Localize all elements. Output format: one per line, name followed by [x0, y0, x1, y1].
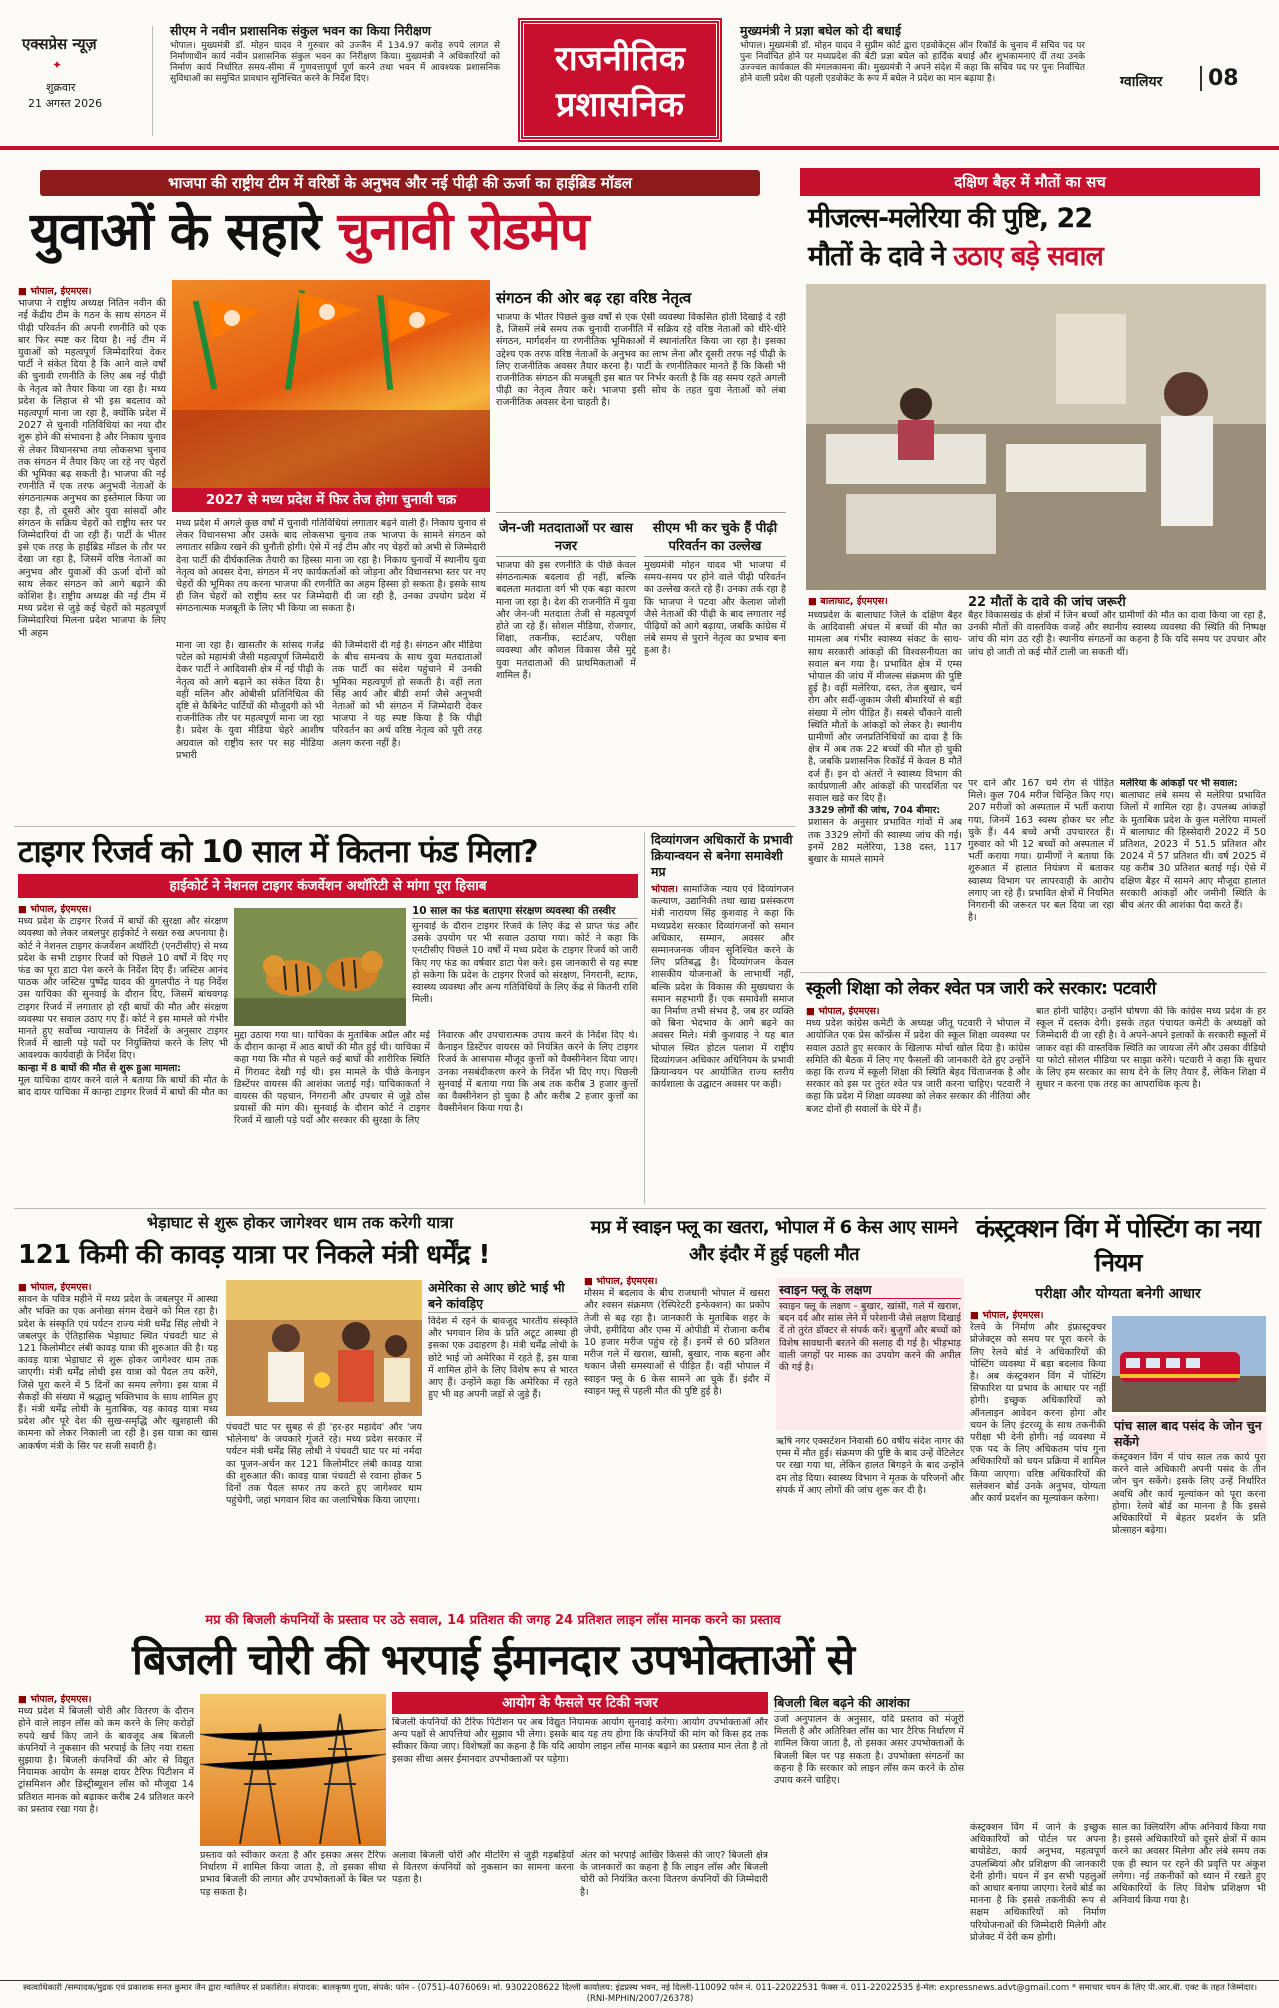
top-left-story — [170, 22, 500, 85]
story7-col1 — [584, 1276, 770, 1606]
story2-col1-text: मध्यप्रदेश के बालाघाट जिले के दक्षिण बैहर के आदिवासी अंचल में बच्चों की मौत का मामला अब गंभीर स्वास्थ्य संकट के साथ-साथ सरकारी आंकड़ों की विश्वसनीयता का सवाल बन गया है। प्रभावित क्षेत्र में एम्स भोपाल की जांच में मीजल्स संक्रमण की पुष्टि हुई है। वहीं मलेरिया, दस्त, तेज बुखार, चर्म रोग और सर्दी-जुकाम जैसी बीमारियों से बड़ी संख्या में लोग पीड़ित हैं। सबसे चौंकाने वाली स्थिति मौतों के आंकड़ों को लेकर है। स्थानीय ग्रामीणों और जनप्रतिनिधियों का दावा है कि क्षेत्र में अब तक 22 बच्चों की मौत हो चुकी है, जबकि प्रशासनिक रिकॉर्ड में केवल 8 मौतें दर्ज हैं। इन दो अंतरों ने स्वास्थ्य विभाग की कार्यप्रणाली और आंकड़ों की पारदर्शिता पर सवाल खड़े कर दिए हैं। — [808, 610, 962, 805]
story9-side-title: बिजली बिल बढ़ने की आशंका — [774, 1694, 964, 1712]
story9-dateline: ■ भोपाल, ईएमएस। — [18, 1694, 92, 1705]
story6-box-body: विदेश में रहने के बावजूद भारतीय संस्कृति और भगवान शिव के प्रति अटूट आस्था ही इसका एक उदाहरण है। मंत्री धर्मेंद्र लोधी के छोटे भाई जो अमेरिका में रहते हैं, इस यात्रा में शामिल होने के लिए विशेष रूप से भारत आए हैं। उन्होंने कहा कि अमेरिका में रहते हुए भी वह अपनी जड़ों से जुड़े हैं। — [428, 1316, 578, 1401]
top-right-story — [740, 22, 1085, 85]
story2-col2: पर दाने और 167 चर्म रोग से पीड़ित मिले। कुल 704 मरीज चिन्हित किए गए। 207 मरीजों को अस्पताल में भर्ती कराया गया, जिनमें 163 स्वस्थ होकर घर लौट चुके हैं। 44 बच्चे अभी उपचाररत हैं। गुरुवार को भी 12 बच्चों को अस्पताल में भर्ती कराया गया। ग्रामीणों ने बताया कि शुरुआत में हालात नियंत्रण में बताकर स्वास्थ्य विभाग पर लापरवाही के आरोप लगाए जा रहे हैं। प्रभावित क्षेत्रों में नियमित निगरानी की जरूरत पर बल दिया जा रहा है। — [968, 778, 1114, 924]
story1-dateline: ■ भोपाल, ईएमएस। — [18, 286, 92, 297]
story9-box — [392, 1692, 768, 1844]
story6-box — [428, 1280, 578, 1606]
story9-colB: अलावा बिजली चोरी और मीटरिंग से जुड़ी गड़बड़ियों से वितरण कंपनियों को नुकसान का सामना करना पड़ता है। — [392, 1850, 574, 1886]
section-title-line2: प्रशासनिक — [555, 85, 685, 125]
story6-colA: पंचवटी घाट पर सुबह से ही 'हर-हर महादेव' और 'जय भोलेनाथ' के जयकारे गूंजते रहे। मध्य प्रदेश सरकार में पर्यटन मंत्री धर्मेंद्र सिंह लोधी ने पंचवटी घाट पर मां नर्मदा का पूजन-अर्चन कर 121 किलोमीटर लंबी कावड़ यात्रा की शुरुआत की। कावड़ यात्रा पंचवटी से रवाना होकर 5 दिनों तक पैदल सफर तय करते हुए जागेश्वर धाम पहुंचेगी, जहां भगवान शिव का जलाभिषेक किया जाएगा। — [226, 1422, 422, 1507]
story1-box2 — [644, 518, 786, 818]
story9-colC: अंतर को भरपाई आखिर किससे की जाए? बिजली क्षेत्र के जानकारों का कहना है कि लाइन लॉस और बिजली चोरी को नियंत्रित करना वितरण कंपनियों की जिम्मेदारी है। — [580, 1850, 768, 1898]
story2-col3-text: बालाघाट लंबे समय से मलेरिया प्रभावित जिलों में शामिल रहा है। उपलब्ध आंकड़ों के मुताबिक प्रदेश के कुल मलेरिया मामलों में बालाघाट की हिस्सेदारी 2022 में 50 प्रतिशत, 2023 में 51.5 प्रतिशत और 2024 में 57 प्रतिशत थी। वर्ष 2025 में यह करीब 30 प्रतिशत बताई गई। ऐसे में दक्षिण बैहर में सामने आए मौजूदा हालात सरकारी आंकड़ों और जमीनी स्थिति के बीच अंतर की आशंका पैदा करते हैं। — [1120, 790, 1266, 912]
story9-box-title: आयोग के फैसले पर टिकी नजर — [392, 1692, 768, 1714]
story3-headline: टाइगर रिजर्व को 10 साल में कितना फंड मिला? — [18, 834, 538, 870]
tigers-photo — [234, 908, 406, 1026]
story8-box — [1112, 1416, 1266, 1616]
story2-col3-title: मलेरिया के आंकड़ों पर भी सवाल: — [1120, 778, 1238, 789]
story1-kicker: भाजपा की राष्ट्रीय टीम में वरिष्ठों के अनुभव और नई पीढ़ी की ऊर्जा का हाईब्रिड मॉडल — [40, 170, 760, 196]
story5-col2: बात होनी चाहिए। उन्होंने घोषणा की कि कांग्रेस मध्य प्रदेश के हर स्कूल में दस्तक देगी। इसके तहत पंचायत कमेटी के अध्यक्षों को जिम्मेदारी दी जा रही है। वे अपने-अपने इलाकों के सरकारी स्कूलों में जाकर वहां की वास्तविक स्थिति का जायजा लेंगे और उसका वीडियो या फोटो सोशल मीडिया पर साझा करेंगे। पटवारी ने कहा कि सुधार के लिए हम सरकार का साथ देने के लिए तैयार हैं, लेकिन शिक्षा में सुधार न करना एक तरह का आपराधिक कृत्य है। — [1036, 1006, 1266, 1091]
story3-bold: कान्हा में 8 बाघों की मौत से शुरू हुआ मामला: — [18, 1062, 181, 1074]
page-number: 08 — [1200, 66, 1239, 91]
story7-headline: मप्र में स्वाइन फ्लू का खतरा, भोपाल में 6 केस आए सामने और इंदौर में हुई पहली मौत — [590, 1217, 958, 1265]
story1-headline-a: युवाओं के सहारे — [30, 202, 338, 262]
story2-kicker: दक्षिण बैहर में मौतों का सच — [800, 168, 1260, 196]
story3-col1-text: मध्य प्रदेश के टाइगर रिजर्व में बाघों की सुरक्षा और संरक्षण व्यवस्था को लेकर जबलपुर हाईकोर्ट ने सख्त रुख अपनाया है। कोर्ट ने नेशनल टाइगर कंजर्वेशन अथॉरिटी (एनटीसीए) से मध्य प्रदेश के सभी टाइगर रिजर्व को पिछले 10 वर्षों में दिए गए फंड का पूरा डाटा पेश करने के निर्देश दिए हैं। जस्टिस आनंद पाठक और जस्टिस पुष्पेंद्र यादव की युगलपीठ ने यह निर्देश उस याचिका की सुनवाई के दौरान दिए, जिसमें बांधवगढ़ टाइगर रिजर्व में लगातार हो रही बाघों की मौत और संरक्षण व्यवस्था पर सवाल उठाए गए हैं। कोर्ट ने इस मामले को गंभीर मानते हुए सर्वोच्च न्यायालय के निर्देशों के अनुसार टाइगर रिजर्व में खाली पड़े पदों पर नियुक्तियां करने के लिए भी आवश्यक कार्यवाही के निर्देश दिए। — [18, 916, 228, 1062]
story9-photo — [200, 1694, 386, 1846]
story1-colB: की जिम्मेदारी दी गई है। संगठन और मीडिया के बीच समन्वय के साथ युवा मतदाताओं तक पार्टी का संदेश पहुंचाने में उनकी भूमिका महत्वपूर्ण हो सकती है। वहीं लता सिंह आर्य और बीडी शर्मा जैसे अनुभवी नेताओं को भी संगठन में जिम्मेदारी देकर भाजपा ने यह स्पष्ट किया है कि पीढ़ी परिवर्तन का अर्थ वरिष्ठ नेतृत्व को पूरी तरह अलग करना नहीं है। — [332, 640, 482, 749]
story9-col1 — [18, 1694, 194, 1976]
story1-box1 — [496, 518, 636, 818]
story1-box2-title: सीएम भी कर चुके हैं पीढ़ी परिवर्तन का उल्लेख — [644, 518, 786, 557]
story2-photo — [806, 284, 1266, 590]
kavad-puja-photo — [226, 1280, 422, 1416]
story8-col2: कंस्ट्रक्शन विंग में जाने के इच्छुक अधिकारियों को पोर्टल पर अपना बायोडेटा, कार्य अनुभव, महत्वपूर्ण उपलब्धियां और प्रशिक्षण की जानकारी देनी होगी। चयन में इन सभी पहलुओं को आधार बनाया जाएगा। रेलवे बोर्ड का मानना है कि इससे तकनीकी रूप से सक्षम अधिकारियों को निर्माण परियोजनाओं की जिम्मेदारी मिलेगी और प्रोजेक्ट में देरी कम होगी। — [970, 1822, 1106, 1943]
story2-headline-a: मीजल्स-मलेरिया की पुष्टि, 22 — [808, 203, 1093, 234]
edition-city: ग्वालियर — [1120, 74, 1163, 90]
top-left-story-body: भोपाल। मुख्यमंत्री डॉ. मोहन यादव ने गुरुवार को उज्जैन में 134.97 करोड़ रुपये लागत से निर्माणाधीन कार्य नवीन प्रशासनिक संकुल भवन का निरीक्षण किया। मुख्यमंत्री ने अधिकारियों को निर्माण कार्य निर्धारित समय-सीमा में गुणवत्तापूर्ण पूर्ण करने तथा भवन में आवश्यक प्रशासनिक सुविधाओं का समुचित प्रावधान सुनिश्चित करने के निर्देश दिए। — [170, 41, 500, 84]
story9-headline: बिजली चोरी की भरपाई ईमानदार उपभोक्ताओं से — [131, 1635, 855, 1684]
story2-subbox-body: बैहर विकासखंड के क्षेत्रों में जिन बच्चों और ग्रामीणों की मौत का दावा किया जा रहा है, उनकी मौतों की वास्तविक वजहें और स्थानीय स्वास्थ्य व्यवस्था की स्थिति की निष्पक्ष जांच की मांग उठ रही है। स्थानीय संगठनों का कहना है कि यदि समय पर उपचार और जांच हो जाती तो कई मौतें टाली जा सकती थीं। — [968, 610, 1266, 658]
story3-box-body: सुनवाई के दौरान टाइगर रिजर्व के लिए केंद्र से प्राप्त फंड और उसके उपयोग पर भी सवाल उठाया गया। कोर्ट ने कहा कि एनटीसीए पिछले 10 वर्षों में मध्य प्रदेश के टाइगर रिजर्व को जारी किए गए फंड का वर्षवार डाटा पेश करे। इस जानकारी से यह स्पष्ट हो सकेगा कि प्रदेश के टाइगर रिजर्व को संरक्षण, निगरानी, स्टाफ, स्वास्थ्य व्यवस्था और अन्य गतिविधियों के लिए केंद्र से कितनी राशि मिली। — [412, 921, 638, 1006]
paper-name: एक्सप्रेस न्यूज़ — [22, 35, 97, 53]
story8-col1 — [970, 1310, 1106, 1818]
story6-photo — [226, 1280, 422, 1416]
story6-kicker: भेड़ाघाट से शुरू होकर जागेश्वर धाम तक करेगी यात्रा — [146, 1213, 454, 1232]
story7-col1-text: मौसम में बदलाव के बीच राजधानी भोपाल में खसरा और श्वसन संक्रमण (रेस्पिरेटरी इन्फेक्शन) का प्रकोप तेजी से बढ़ रहा है। जानकारी के मुताबिक शहर के जेपी, हमीदिया और एम्स में ओपीडी में रोजाना करीब 10 हजार मरीज पहुंच रहे हैं। इनमें से 60 प्रतिशत मरीज गले में खराश, खांसी, बुखार, नाक बहना और थकान जैसी समस्याओं से पीड़ित हैं। वहीं भोपाल में स्वाइन फ्लू के 6 केस सामने आ चुके हैं। इंदौर में स्वाइन फ्लू से पहली मौत की पुष्टि हुई है। — [584, 1288, 770, 1397]
footer-imprint: स्वत्वाधिकारी /सम्पादक/मुद्रक एवं प्रकाशक सनत कुमार जैन द्वारा ग्वालियर से प्रकाशित। संपादक: बालकृष्ण गुप्ता, संपर्क: फोन - (0751)-4076069। मो. 9302208622 दिल्ली कार्यालय: इंद्रप्रस्थ भवन, नई दिल्ली-110092 फोन नं. 011-22022531 फैक्स नं. 011-22022535 ई-मेल: expressnews.advt@gmail.com * समाचार चयन के लिए पी.आर.बी. एक्ट के तहत जिम्मेदार। (RNI-MPHIN/2007/26378) — [22, 1983, 1258, 2004]
story9-kicker: मप्र की बिजली कंपनियों के प्रस्ताव पर उठे सवाल, 14 प्रतिशत की जगह 24 प्रतिशत लाइन लॉस मानक करने का प्रस्ताव — [205, 1613, 781, 1628]
story9-box-body: बिजली कंपनियों की टैरिफ पिटीशन पर अब विद्युत नियामक आयोग सुनवाई करेगा। आयोग उपभोक्ताओं और अन्य पक्षों से आपत्तियां और सुझाव भी लेगा। इसके बाद यह तय होगा कि कंपनियों की मांग को किस हद तक स्वीकार किया जाए। विशेषज्ञों का कहना है कि यदि आयोग लाइन लॉस मानक बढ़ाने का प्रस्ताव मान लेता है तो इसका सीधा असर ईमानदार उपभोक्ताओं पर पड़ेगा। — [392, 1717, 768, 1765]
story3-colA: मुद्दा उठाया गया था। याचिका के मुताबिक अप्रैल और मई के दौरान कान्हा में आठ बाघों की मौत हुई थी। याचिका में कहा गया कि मौत से पहले कई बाघों की शारीरिक स्थिति में गिरावट देखी गई थी। इस मामले के पीछे केनाइन डिस्टेंपर वायरस की आशंका जताई गई। याचिकाकर्ता ने वायरस की पहचान, निगरानी और उपचार से जुड़े ठोस प्रयासों की मांग की। सुनवाई के दौरान कोर्ट ने टाइगर रिजर्व में खाली पड़े पदों और सरकार की सुरक्षा के लिए — [234, 1030, 430, 1127]
story7-dateline: ■ भोपाल, ईएमएस। — [584, 1276, 658, 1287]
story9-side-body: उर्जा अनुपालन के अनुसार, यदि प्रस्ताव को मंजूरी मिलती है और अतिरिक्त लॉस का भार टैरिफ निर्धारण में शामिल किया जाता है, तो इसका असर उपभोक्ताओं के बिजली बिल पर पड़ सकता है। उपभोक्ता संगठनों का कहना है कि सरकार को लाइन लॉस कम करने के ठोस उपाय करने चाहिए। — [774, 1714, 964, 1787]
story3-col1 — [18, 904, 228, 1204]
story6-box-title: अमेरिका से आए छोटे भाई भी बने कांवड़िए — [428, 1280, 578, 1313]
story8-photo — [1112, 1316, 1266, 1412]
story1-photo — [172, 280, 490, 488]
issue-day: शुक्रवार — [46, 81, 76, 94]
story7-box — [776, 1278, 964, 1430]
masthead — [0, 0, 1279, 150]
story4-title: दिव्यांगजन अधिकारों के प्रभावी क्रियान्वयन से बनेगा समावेशी मप्र — [651, 832, 793, 879]
story9-col1-text: मध्य प्रदेश में बिजली चोरी और वितरण के दौरान होने वाले लाइन लॉस को कम करने के लिए करोड़ों रुपये खर्च किए जाने के बावजूद अब बिजली कंपनियों ने नुकसान की भरपाई के लिए नया रास्ता सुझाया है। बिजली कंपनियों की ओर से विद्युत नियामक आयोग के समक्ष दायर टैरिफ पिटीशन में ट्रांसमिशन और डिस्ट्रीब्यूशन लॉस को मौजूदा 14 प्रतिशत मानक को बढ़ाकर करीब 24 प्रतिशत करने का प्रस्ताव रखा गया है। — [18, 1706, 194, 1815]
story2-subbox-title: 22 मौतों के दावे की जांच जरूरी — [968, 595, 1126, 610]
story1-box2-body: मुख्यमंत्री मोहन यादव भी भाजपा में समय-समय पर होने वाले पीढ़ी परिवर्तन का उल्लेख करते रहे हैं। उनका तर्क रहा है कि भाजपा ने पटवा और केलाश जोशी जैसे नेताओं की पीढ़ी के बाद लगातार नई पीढ़ियों को आगे बढ़ाया, जबकि कांग्रेस में लंबे समय से पुराने नेतृत्व का प्रभाव बना हुआ है। — [644, 560, 786, 657]
top-right-story-body: भोपाल। मुख्यमंत्री डॉ. मोहन यादव ने सुप्रीम कोर्ट द्वारा एडवोकेट्स ऑन रिकॉर्ड के चुनाव में सचिव पद पर पुनः निर्वाचित होने पर मध्यप्रदेश की बेटी प्रज्ञा बघेल को हार्दिक बधाई और शुभकामनाएं दीं तथा उनके उज्ज्वल कार्यकाल की मंगलकामना की। मुख्यमंत्री ने अपने संदेश में कहा कि सचिव पद पर पुनः निर्वाचित होने वाली प्रदेश की पहली एडवोकेट के रूप में बघेल ने प्रदेश का मान बढ़ाया है। — [740, 41, 1085, 84]
story1-col1 — [18, 286, 166, 826]
story2-col1-b: प्रशासन के अनुसार प्रभावित गांवों में अब तक 3329 लोगों की स्वास्थ्य जांच की गई। इनमें 282 मलेरिया, 138 दस्त, 117 बुखार के मामले सामने — [808, 817, 962, 866]
story9-colA: प्रस्ताव को स्वीकार करता है और इसका असर टैरिफ निर्धारण में शामिल किया जाता है, तो इसका सीधा प्रभाव बिजली की लागत और उपभोक्ताओं के बिल पर पड़ सकता है। — [200, 1850, 386, 1898]
story6-dateline: ■ भोपाल, ईएमएस। — [18, 1282, 92, 1293]
story4-dateline: भोपाल। — [651, 884, 679, 895]
story1-headline-b: चुनावी रोडमेप — [337, 202, 589, 262]
story3-colB: निवारक और उपचारात्मक उपाय करने के निर्देश दिए थे। कैनाइन डिस्टेंपर वायरस को नियंत्रित करने के लिए टाइगर रिजर्व के आसपास मौजूद कुत्तों को वैक्सीनेशन दिया जाए। उनका नसबंदीकरण करने के निर्देश भी दिए गए। पिछली सुनवाई में बताया गया कि अब तक करीब 3 हजार कुत्तों का वैक्सीनेशन हो चुका है और करीब 2 हजार कुत्तों का वैक्सीनेशन किया गया है। — [438, 1030, 638, 1115]
story2-col3 — [1120, 778, 1266, 966]
section-title-box — [520, 20, 720, 140]
story2-headline-b: मौतों के दावे ने — [808, 241, 954, 272]
story8-headline: कंस्ट्रक्शन विंग में पोस्टिंग का नया नियम — [976, 1214, 1260, 1277]
story1-side — [496, 288, 786, 824]
hospital-ward-photo — [806, 284, 1266, 590]
section-title-line1: राजनीतिक — [555, 39, 685, 79]
top-left-story-title: सीएम ने नवीन प्रशासनिक संकुल भवन का किया निरीक्षण — [170, 23, 431, 38]
story7-col2: ऋषि नगर एक्सटेंशन निवासी 60 वर्षीय संदेश नागर की एम्स में मौत हुई। संक्रमण की पुष्टि के बाद उन्हें वेंटिलेटर पर रखा गया था, लेकिन हालत बिगड़ने के बाद उन्होंने दम तोड़ दिया। स्वास्थ्य विभाग ने मृतक के परिजनों और संपर्क में आए लोगों की जांच शुरू कर दी है। — [776, 1436, 964, 1496]
story6-col1 — [18, 1282, 218, 1606]
story1-side-body: भाजपा के भीतर पिछले कुछ वर्षों से एक ऐसी व्यवस्था विकसित होती दिखाई दे रही है, जिसमें लंबे समय तक चुनावी राजनीति में सक्रिय रहे वरिष्ठ नेताओं को धीरे-धीरे संगठन, मार्गदर्शन या रणनीतिक भूमिकाओं में स्थानांतरित किया जा रहा है। इसका उद्देश्य एक तरफ वरिष्ठ नेताओं के अनुभव का लाभ लेना और दूसरी तरफ नई पीढ़ी के लिए राजनीतिक अवसर तैयार करना है। पार्टी के रणनीतिकार मानते हैं कि किसी भी राजनीतिक संगठन की मजबूती इस बात पर निर्भर करती है कि वह समय रहते अगली पीढ़ी का नेतृत्व तैयार करे। भाजपा इसी सोच के तहत युवा नेताओं को लंबा राजनीतिक अवसर देना चाहती है। — [496, 312, 786, 409]
story1-colA: माना जा रहा है। खासतौर के सांसद गजेंद्र पटेल को महामंत्री जैसी महत्वपूर्ण जिम्मेदारी देकर पार्टी ने आदिवासी क्षेत्र में नई पीढ़ी के नेतृत्व को आगे बढ़ाने का संकेत दिया है। वहीं मलिन और ओबीसी प्रतिनिधित्व की दृष्टि से कैबिनेट पार्टियों की मौजूदगी को भी राजनीतिक तौर पर महत्वपूर्ण माना जा रहा है। प्रदेश के युवा मीडिया चेहरे आशीष अग्रवाल को राष्ट्रीय स्तर पर सह मीडिया प्रभारी — [176, 640, 324, 761]
story5-headline: स्कूली शिक्षा को लेकर श्वेत पत्र जारी करे सरकार: पटवारी — [806, 979, 1156, 999]
story2-dateline: ■ बालाघाट, ईएमएस। — [808, 596, 888, 607]
story8-dateline: ■ भोपाल, ईएमएस। — [970, 1310, 1044, 1321]
story2-col1-bold: 3329 लोगों की जांच, 704 बीमार: — [808, 805, 941, 817]
story8-box-body: कंस्ट्रक्शन विंग में पांच साल तक कार्य पूरा करने वाले अधिकारी अपनी पसंद के तीन जोन चुन सकेंगे। इसके लिए उन्हें निर्धारित अवधि और कार्य मूल्यांकन को पूरा करना होगा। रेलवे बोर्ड का मानना है कि इससे अधिकारियों में बेहतर प्रदर्शन के प्रति प्रोत्साहन बढ़ेगा। — [1112, 1452, 1266, 1537]
story5-dateline: ■ भोपाल, ईएमएस। — [806, 1006, 880, 1017]
story9-right-col: साल का क्लियरिंग ऑफ अनिवार्य किया गया है। इससे अधिकारियों को दूसरे क्षेत्रों में काम करने का अवसर मिलेगा और लंबे समय तक एक ही स्थान पर रहने की प्रवृत्ति पर अंकुश लगेगा। नई तकनीकों को ध्यान में रखते हुए अधिकारियों के लिए विशेष प्रशिक्षण भी अनिवार्य किया गया है। — [1112, 1822, 1266, 1907]
story1-col1-text: भाजपा ने राष्ट्रीय अध्यक्ष नितिन नवीन की नई केंद्रीय टीम के गठन के साथ संगठन में पीढ़ी परिवर्तन की अपनी रणनीति को एक बार फिर स्पष्ट कर दिया है। नई टीम में युवाओं को महत्वपूर्ण जिम्मेदारियां देकर पार्टी ने संकेत दिया है कि आने वाले वर्षों की चुनावी रणनीति के लिए अब नई पीढ़ी के नेतृत्व को तैयार किया जा रहा है। मध्य प्रदेश के लिहाज से भी इस बदलाव को महत्वपूर्ण माना जा रहा है, क्योंकि प्रदेश में 2027 से चुनावी गतिविधियां का नया दौर शुरू होने की संभावना है और निकाय चुनाव से लेकर विधानसभा तथा लोकसभा चुनाव तक संगठन में तैयार किए जा रहे नए चेहरों की भूमिका बढ़ सकती है। भाजपा की नई रणनीति में एक तरफ अनुभवी नेताओं के संगठनात्मक अनुभव का इस्तेमाल किया जा रहा है, तो दूसरी ओर युवा सांसदों और संगठन के सक्रिय चेहरों को राष्ट्रीय स्तर पर जिम्मेदारियां दी जा रही हैं। पार्टी के भीतर इसे एक तरह के हाईब्रिड मॉडल के तौर पर देखा जा रहा है, जिसमें वरिष्ठ नेताओं का अनुभव और युवाओं की ऊर्जा दोनों को साथ लेकर संगठन को आगे बढ़ाने की कोशिश है। राष्ट्रीय अध्यक्ष की नई टीम में मध्य प्रदेश से जुड़े कई चेहरों को महत्वपूर्ण जिम्मेदारियां मिलना प्रदेश भाजपा के लिए भी अहम — [18, 298, 166, 639]
story3-sub: हाईकोर्ट ने नेशनल टाइगर कंजर्वेशन अथॉरिटी से मांगा पूरा हिसाब — [18, 874, 638, 898]
story2-headline-c: उठाए बड़े सवाल — [953, 241, 1103, 272]
story1-headline — [30, 200, 790, 264]
story2-col1 — [808, 610, 962, 966]
story8-col1-text: रेलवे के निर्माण और इंफ्रास्ट्रक्चर प्रोजेक्ट्स को समय पर पूरा करने के लिए रेलवे बोर्ड ने अधिकारियों की पोस्टिंग व्यवस्था में बड़ा बदलाव किया है। अब कंस्ट्रक्शन विंग में पोस्टिंग सिफारिश या प्रभाव के आधार पर नहीं होगी। इच्छुक अधिकारियों को ऑनलाइन आवेदन करना होगा और चयन के लिए इंटरव्यू के साथ तकनीकी परीक्षा भी देनी होगी। नई व्यवस्था में एक पद के लिए अधिकतम पांच गुना अधिकारियों को चयन प्रक्रिया में शामिल किया जाएगा। वरिष्ठ अधिकारियों की सलेक्शन बोर्ड उनके अनुभव, योग्यता और कार्य प्रदर्शन का मूल्यांकन करेगा। — [970, 1322, 1106, 1505]
story6-col1-text: सावन के पवित्र महीने में मध्य प्रदेश के जबलपुर में आस्था और भक्ति का एक अनोखा संगम देखने को मिल रहा है। प्रदेश के संस्कृति एवं पर्यटन राज्य मंत्री धर्मेंद्र सिंह लोधी ने जबलपुर के ऐतिहासिक भेड़ाघाट स्थित पंचवटी घाट से 121 किलोमीटर लंबी कावड़ यात्रा की शुरुआत की है। यह कावड़ यात्रा भेड़ाघाट से शुरू होकर जागेश्वर धाम तक जाएगी। मंत्री धर्मेंद्र लोधी इस यात्रा को पैदल तय करेंगे, जिसे पूरा करने में 5 दिनों का समय लगेगा। इस यात्रा में सैकड़ों की संख्या में श्रद्धालु भक्तिभाव के साथ शामिल हुए हैं। मंत्री धर्मेंद्र लोधी के मुताबिक, यह कावड़ यात्रा मध्य प्रदेश और पूरे देश की सुख-समृद्धि और खुशहाली की कामना को लेकर निकाली जा रही है। इस यात्रा का खास आकर्षण मंत्री के सिर पर सजी सवारी है। — [18, 1294, 218, 1452]
story5-col1 — [806, 1006, 1030, 1202]
story4-body: सामाजिक न्याय एवं दिव्यांगजन कल्याण, उद्यानिकी तथा खाद्य प्रसंस्करण मंत्री नारायण सिंह कुशवाह ने कहा कि मध्यप्रदेश सरकार दिव्यांगजनों को समान अधिकार, सम्मान, अवसर और सम्मानजनक जीवन सुनिश्चित करने के लिए प्रतिबद्ध है। दिव्यांगजन केवल शासकीय योजनाओं के लाभार्थी नहीं, बल्कि प्रदेश के विकास की मुख्यधारा के समान सहभागी हैं। एक समावेशी समाज का निर्माण तभी संभव है, जब हर व्यक्ति को बिना भेदभाव के आगे बढ़ने का अवसर मिले। मंत्री कुशवाह ने यह बात भोपाल स्थित होटल पलाश में राष्ट्रीय दिव्यांगजन अधिकार अधिनियम के प्रभावी क्रियान्वयन पर आयोजित राज्य स्तरीय कार्यशाला के उद्घाटन अवसर पर कही। — [651, 884, 794, 1091]
story5-col1-text: मध्य प्रदेश कांग्रेस कमेटी के अध्यक्ष जीतू पटवारी ने भोपाल में आयोजित एक प्रेस कॉन्फ्रेंस में प्रदेश की स्कूल शिक्षा व्यवस्था पर सवाल उठाते हुए सरकार के खिलाफ मोर्चा खोल दिया है। कांग्रेस समिति की बैठक में लिए गए फैसलों की जानकारी देते हुए उन्होंने कहा कि राज्य में स्कूली शिक्षा की स्थिति बेहद चिंताजनक है और सरकार को इस पर तुरंत श्वेत पत्र जारी करना चाहिए। पटवारी ने कहा कि प्रदेश में शिक्षा व्यवस्था को लेकर सरकार की नीतियां और बजट दोनों ही सवालों के घेरे में हैं। — [806, 1018, 1030, 1115]
story7-box-body: स्वाइन फ्लू के लक्षण - बुखार, खांसी, गले में खराश, बदन दर्द और सांस लेने में परेशानी जैसे लक्षण दिखाई दें तो तुरंत डॉक्टर से संपर्क करें। बुजुर्गों और बच्चों को विशेष सावधानी बरतने की सलाह दी गई है। भीड़भाड़ वाली जगहों पर मास्क का उपयोग करने की अपील की गई है। — [779, 1301, 961, 1374]
logo-ornament-icon: ✦ — [52, 58, 63, 72]
train-photo — [1112, 1316, 1266, 1412]
story8-box-title: पांच साल बाद पसंद के जोन चुन सकेंगे — [1112, 1416, 1266, 1452]
story9-side — [774, 1694, 964, 1976]
story3-box — [412, 904, 638, 1024]
story1-side-title: संगठन की ओर बढ़ रहा वरिष्ठ नेतृत्व — [496, 289, 692, 307]
story1-box1-body: भाजपा की इस रणनीति के पीछे केवल संगठनात्मक बदलाव ही नहीं, बल्कि बदलता मतदाता वर्ग भी एक बड़ा कारण माना जा रहा है। देश की राजनीति में युवा और जेन-जी मतदाता तेजी से महत्वपूर्ण होते जा रहे हैं। सोशल मीडिया, रोजगार, शिक्षा, तकनीक, स्टार्टअप, परीक्षा व्यवस्था और कौशल विकास जैसे मुद्दे युवा मतदाताओं की प्राथमिकताओं में शामिल हैं। — [496, 560, 636, 681]
story4 — [644, 832, 794, 1204]
story7-box-title: स्वाइन फ्लू के लक्षण — [779, 1281, 961, 1299]
story3-photo — [234, 908, 406, 1026]
story1-lower-text: मध्य प्रदेश में अगले कुछ वर्षों में चुनावी गतिविधियां लगातार बढ़ने वाली हैं। निकाय चुनाव से लेकर विधानसभा और उसके बाद लोकसभा चुनाव तक भाजपा के सामने संगठन को लगातार सक्रिय रखने की चुनौती होगी। ऐसे में नई टीम और नए चेहरों को अभी से जिम्मेदारी देना पार्टी की दीर्घकालिक तैयारी का हिस्सा माना जा रहा है। निकाय चुनावों में स्थानीय युवा नेतृत्व को अवसर देना, संगठन में नए कार्यकर्ताओं को जोड़ना और विधानसभा स्तर पर नए चेहरों की भूमिका तय करना भाजपा की रणनीति का अहम हिस्सा हो सकता है। इसके साथ ही जिन चेहरों को राष्ट्रीय स्तर पर जिम्मेदारी दी जा रही है, उनका उपयोग प्रदेश में संगठनात्मक मजबूती के लिए भी किया जा सकता है। — [176, 518, 486, 615]
story1-box1-title: जेन-जी मतदाताओं पर खास नजर — [496, 518, 636, 557]
top-right-story-title: मुख्यमंत्री ने प्रज्ञा बघेल को दी बधाई — [740, 23, 901, 38]
issue-date: 21 अगस्त 2026 — [28, 97, 103, 110]
power-lines-photo — [200, 1694, 386, 1846]
story3-col1b: मूल याचिका दायर करने वाले ने बताया कि बाघों की मौत के बाद दायर याचिका में कान्हा टाइगर रिजर्व में बाघों की मौत का — [18, 1074, 228, 1099]
story2-headline — [808, 200, 1268, 276]
story3-dateline: ■ भोपाल, ईएमएस। — [18, 904, 92, 915]
story6-headline: 121 किमी की कावड़ यात्रा पर निकले मंत्री धर्मेंद्र ! — [18, 1240, 490, 1270]
story8-sub: परीक्षा और योग्यता बनेगी आधार — [1035, 1286, 1201, 1302]
bjp-flags-photo — [172, 280, 490, 488]
story2-subbox — [968, 592, 1266, 772]
story1-photo-caption: 2027 से मध्य प्रदेश में फिर तेज होगा चुनावी चक्र — [172, 488, 490, 512]
story3-box-title: 10 साल का फंड बताएगा संरक्षण व्यवस्था की तस्वीर — [412, 904, 638, 919]
